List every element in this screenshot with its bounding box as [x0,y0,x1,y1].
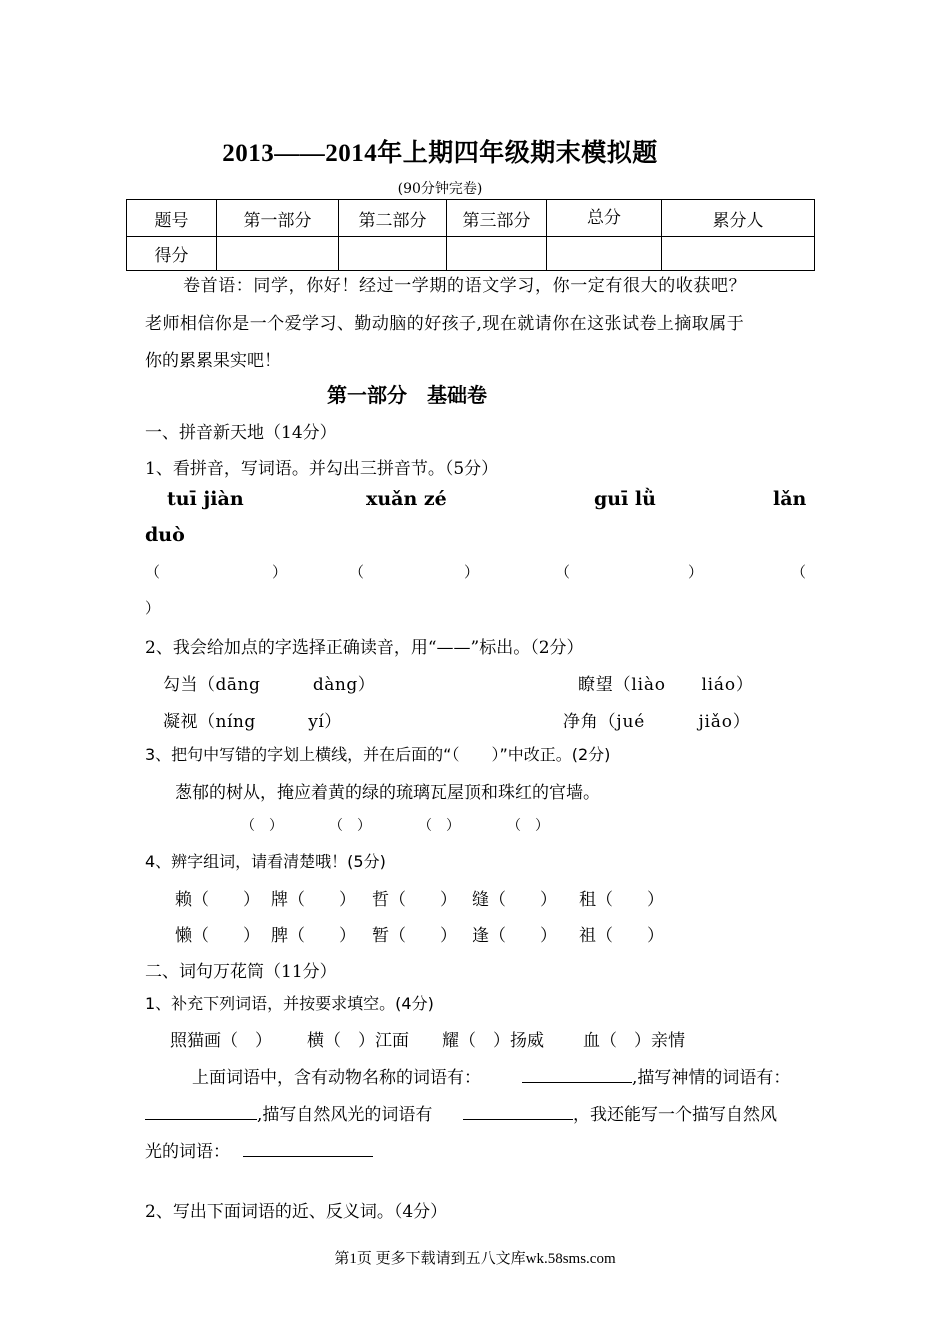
intro-line-2: 老师相信你是一个爱学习、勤动脑的好孩子,现在就请你在这张试卷上摘取属于 [145,314,745,334]
s1-q4-row1-item5: 租（ ） [579,890,664,910]
answer-paren-open-2: （ [349,563,365,581]
s1-q3-text: 3、把句中写错的字划上横线，并在后面的“（ ）”中改正。(2分) [145,745,611,764]
s1-q4-row2-item2: 脾（ ） [271,926,356,946]
s1-q4-row2-item4: 逢（ ） [472,926,557,946]
fill-blank-scenery[interactable] [463,1101,573,1120]
pinyin-1: tuī jiàn [167,488,244,510]
s1-q3-answer-3: （ ） [418,818,460,834]
s1-q4-row1-item1: 赖（ ） [175,890,260,910]
s2-q2-text: 2、写出下面词语的近、反义词。（4分） [145,1202,448,1222]
pinyin-3: guī lǜ [594,488,656,510]
s1-q4-row1-item4: 缝（ ） [472,890,557,910]
section2-heading: 二、词句万花筒（11分） [145,962,337,982]
answer-paren-close-4: ） [145,599,161,617]
score-table [126,199,815,271]
exam-duration: (90分钟完卷) [397,181,483,197]
score-header-number: 题号 [127,200,217,237]
score-cell-total [547,237,662,271]
s2-q1-fill-b: ,描写神情的词语有： [632,1068,791,1088]
score-cell-grader [662,237,815,271]
score-cell-part1 [217,237,339,271]
s1-q3-sentence: 葱郁的树从，掩应着黄的绿的琉璃瓦屋顶和珠红的官墙。 [175,783,600,803]
s2-q1-word-1: 照猫画（ ） [170,1031,272,1051]
s2-q1-word-2: 横（ ）江面 [307,1031,409,1051]
s1-q3-answer-4: （ ） [507,818,549,834]
s2-q1-fill-d: ，我还能写一个描写自然风 [573,1105,777,1125]
answer-paren-close-3: ） [688,563,704,581]
s1-q4-row1-item3: 哲（ ） [372,890,457,910]
answer-paren-close-1: ） [272,563,288,581]
s1-q2-row1-right: 瞭望（liào liáo） [578,675,754,695]
s2-q1-text: 1、补充下列词语，并按要求填空。(4分) [145,994,434,1013]
fill-blank-animal[interactable] [522,1064,632,1083]
part1-heading: 第一部分 基础卷 [327,383,487,407]
pinyin-2: xuǎn zé [366,488,447,510]
s2-q1-fill-e: 光的词语： [145,1142,230,1162]
s2-q1-word-3: 耀（ ）扬威 [442,1031,544,1051]
score-header-part3: 第三部分 [447,200,547,237]
fill-blank-expression[interactable] [145,1101,257,1120]
section1-heading: 一、拼音新天地（14分） [145,423,337,443]
s2-q1-fill-a: 上面词语中，含有动物名称的词语有： [192,1068,481,1088]
answer-paren-open-3: （ [555,563,571,581]
page-footer: 第1页 更多下载请到五八文库wk.58sms.com [334,1251,616,1267]
s1-q1-text: 1、看拼音，写词语。并勾出三拼音节。（5分） [145,459,499,479]
s1-q4-row2-item5: 祖（ ） [579,926,664,946]
score-header-part1: 第一部分 [217,200,339,237]
s1-q4-row2-item3: 暂（ ） [372,926,457,946]
score-header-total: 总分 [547,200,662,237]
fill-blank-own-word[interactable] [243,1138,373,1157]
s1-q2-row2-right: 净角（jué jiǎo） [563,712,751,732]
answer-paren-close-2: ） [464,563,480,581]
score-cell-part3 [447,237,547,271]
s1-q4-row1-item2: 牌（ ） [271,890,356,910]
answer-paren-open-4: （ [791,563,807,581]
exam-title: 2013——2014年上期四年级期末模拟题 [222,140,658,167]
answer-paren-open-1: （ [145,563,161,581]
pinyin-4-cont: duò [145,524,185,546]
s2-q1-fill-c: ,描写自然风光的词语有 [257,1105,433,1125]
score-header-part2: 第二部分 [339,200,447,237]
s1-q4-text: 4、辨字组词，请看清楚哦！(5分) [145,852,386,871]
intro-line-1: 卷首语：同学，你好！经过一学期的语文学习，你一定有很大的收获吧？ [183,276,747,296]
s2-q1-word-4: 血（ ）亲情 [583,1031,685,1051]
score-row-label: 得分 [127,237,217,271]
pinyin-4: lǎn [773,488,807,510]
intro-line-3: 你的累累果实吧！ [145,351,281,371]
s1-q3-answer-2: （ ） [329,818,371,834]
score-header-grader: 累分人 [662,200,815,237]
s1-q4-row2-item1: 懒（ ） [175,926,260,946]
s1-q3-answer-1: （ ） [241,818,283,834]
score-cell-part2 [339,237,447,271]
s1-q2-text: 2、我会给加点的字选择正确读音，用“——”标出。（2分） [145,638,584,658]
s1-q2-row1-left: 勾当（dāng dàng） [163,675,376,695]
s1-q2-row2-left: 凝视（níng yí） [163,712,342,732]
